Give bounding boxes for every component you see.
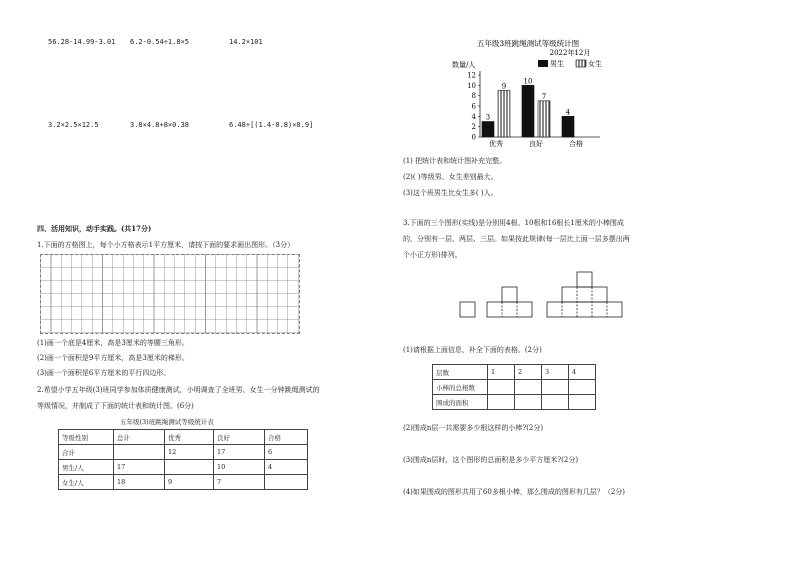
- q1-item-3: (3)画一个面积是6平方厘米的平行四边形。: [37, 369, 171, 377]
- chart-y-tick-label: 6: [471, 102, 476, 111]
- q3-line-3: 个小正方形)排列。: [403, 251, 462, 259]
- table-cell: 10: [214, 460, 265, 475]
- chart-category-label: 优秀: [489, 140, 503, 148]
- table-row: [433, 380, 596, 395]
- table-cell: 合计: [59, 445, 114, 460]
- table-cell: 围成的面积: [433, 395, 488, 410]
- table-cell: 9: [165, 475, 214, 490]
- table-cell: 17: [114, 460, 165, 475]
- table-title: 五年级(3)班跳绳测试等级统计表: [120, 418, 214, 426]
- table-cell: 总计: [114, 430, 165, 445]
- table-row: [59, 460, 308, 475]
- q1-text: 1.下面的方格图上，每个小方格表示1平方厘米，请按下面的要求画出图形。（3分）: [37, 241, 295, 249]
- table-header-row: [433, 365, 596, 380]
- table-cell[interactable]: [265, 475, 308, 490]
- table-cell: 12: [165, 445, 214, 460]
- q3-sub-3: (3)围成n层时，这个图形的总面积是多少平方厘米?(2分): [403, 456, 579, 464]
- chart-data-label: 4: [565, 108, 571, 117]
- table-cell[interactable]: [515, 380, 542, 395]
- table-row: [433, 395, 596, 410]
- table-cell: 等级性别: [59, 430, 114, 445]
- chart-bar: [562, 116, 574, 137]
- chart-y-tick-label: 0: [471, 133, 476, 142]
- table-cell: 层数: [433, 365, 488, 380]
- chart-bar: [498, 91, 510, 138]
- table-cell: 2: [515, 365, 542, 380]
- table-cell[interactable]: [488, 395, 515, 410]
- chart-ylabel: 数量/人: [452, 61, 476, 69]
- q1-item-1: (1)画一个底是4厘米，高是3厘米的等腰三角形。: [37, 339, 189, 347]
- chart-bar: [482, 122, 494, 138]
- legend-swatch-female: [576, 60, 586, 67]
- table-cell: 4: [265, 460, 308, 475]
- table-cell: 女生/人: [59, 475, 114, 490]
- table-cell: 良好: [214, 430, 265, 445]
- calc-expression-4: 3.2×2.5×12.5: [48, 121, 99, 129]
- chart-data-label: 3: [485, 113, 491, 122]
- section-heading: 四、活用知识，动手实践。(共17分): [37, 224, 152, 233]
- table-row: [59, 475, 308, 490]
- q3-line-1: 3.下面的三个图形(实线)是分别用4根、10根和16根长1厘米的小棒围成: [403, 219, 624, 227]
- chart-category-label: 合格: [569, 140, 583, 148]
- table-cell: 小棒的总根数: [433, 380, 488, 395]
- table-cell: 17: [214, 445, 265, 460]
- calc-expression-3: 14.2×101: [229, 38, 263, 46]
- chart-y-tick-label: 10: [467, 81, 476, 90]
- legend-label-male: 男生: [550, 60, 564, 68]
- chart-y-tick-label: 4: [471, 112, 476, 121]
- chart-bar: [538, 101, 550, 137]
- table-cell: 男生/人: [59, 460, 114, 475]
- drawing-grid[interactable]: [40, 254, 300, 334]
- calc-expression-5: 3.8×4.8+8×0.38: [130, 121, 190, 129]
- calc-expression-1: 56.28-14.99-3.01: [48, 38, 116, 46]
- table-row: [59, 445, 308, 460]
- chart-data-label: 9: [501, 82, 507, 91]
- right-q3: (3)这个班男生比女生多( )人。: [403, 189, 498, 197]
- table-header-row: [59, 430, 308, 445]
- bar-chart: [440, 36, 620, 150]
- chart-y-tick-label: 8: [471, 92, 476, 101]
- table-cell: 4: [569, 365, 596, 380]
- q3-sub-4: (4)如果围成的图形共用了60多根小棒，那么围成的图形有几层？（2分): [403, 488, 626, 496]
- table-cell[interactable]: [165, 460, 214, 475]
- table-cell[interactable]: [542, 395, 569, 410]
- stick-square-figures: [455, 270, 645, 322]
- q3-line-2: 的，分别有一层、两层、三层。如果按此规律(每一层比上面一层多摆出两: [403, 235, 630, 243]
- chart-data-label: 7: [541, 92, 547, 101]
- table-cell: 7: [214, 475, 265, 490]
- calc-expression-2: 6.2-0.54÷1.8×5: [130, 38, 190, 46]
- q3-sub-2: (2)围成n层一共需要多少根这样的小棒?(2分): [403, 424, 544, 432]
- calc-expression-6: 6.48÷[(1.4-0.8)×0.9]: [229, 121, 314, 129]
- table-cell: 6: [265, 445, 308, 460]
- stats-table: [58, 429, 308, 490]
- table-cell[interactable]: [114, 445, 165, 460]
- table-cell[interactable]: [515, 395, 542, 410]
- chart-y-tick-label: 2: [471, 123, 476, 132]
- table-cell[interactable]: [488, 380, 515, 395]
- q3-sub-1: (1)请根据上面信息，补全下面的表格。(2分): [403, 346, 542, 354]
- table-cell: 3: [542, 365, 569, 380]
- table-cell: 18: [114, 475, 165, 490]
- chart-y-tick-label: 12: [467, 71, 476, 80]
- table-cell: 合格: [265, 430, 308, 445]
- q2-line-1: 2.希望小学五年级(3)班同学参加体质健康测试，小明调查了全班男、女生一分钟跳绳测试的: [37, 386, 320, 394]
- chart-data-label: 10: [523, 77, 533, 86]
- right-q1: (1) 把统计表和统计图补充完整。: [403, 157, 507, 165]
- table-cell[interactable]: [542, 380, 569, 395]
- table-cell[interactable]: [569, 380, 596, 395]
- table-cell: 1: [488, 365, 515, 380]
- chart-title: 五年级3班跳绳测试等级统计图: [476, 39, 580, 48]
- q2-line-2: 等级情况，并制成了下面的统计表和统计图。(6分): [37, 402, 194, 410]
- legend-swatch-male: [538, 60, 548, 67]
- right-q2: (2)( )等级男、女生差别最大。: [403, 173, 498, 181]
- legend-label-female: 女生: [588, 60, 602, 68]
- chart-bar: [522, 85, 534, 137]
- q1-item-2: (2)画一个面积是9平方厘米，高是3厘米的梯形。: [37, 354, 189, 362]
- table-cell[interactable]: [569, 395, 596, 410]
- chart-category-label: 良好: [529, 140, 543, 148]
- table-cell: 优秀: [165, 430, 214, 445]
- pattern-table: [432, 364, 596, 410]
- chart-subtitle: 2022年12月: [549, 49, 591, 57]
